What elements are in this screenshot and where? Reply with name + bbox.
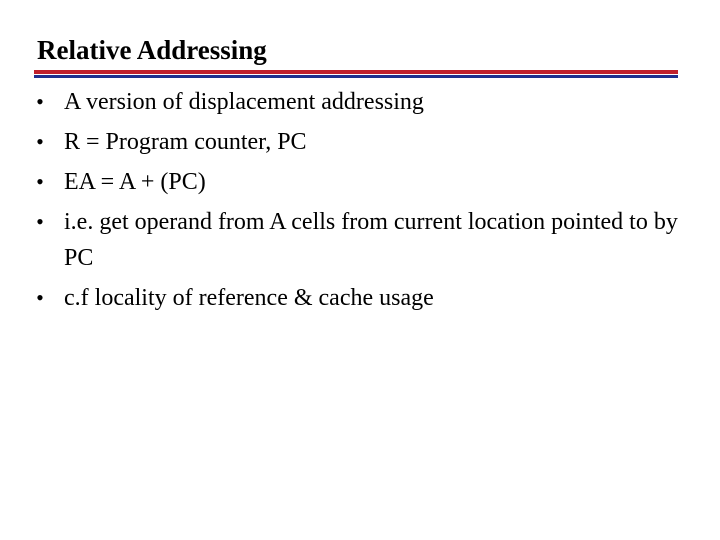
bullet-dot-icon: •	[36, 89, 44, 114]
bullet-text: c.f locality of reference & cache usage	[64, 285, 434, 311]
bullet-item	[30, 280, 680, 316]
bullet-dot-icon: •	[36, 285, 44, 310]
bullet-text: i.e. get operand from A cells from current location pointed to by PC	[64, 209, 678, 271]
slide-title: Relative Addressing	[37, 35, 267, 65]
bullet-item	[30, 124, 680, 160]
bullet-text: R = Program counter, PC	[64, 129, 307, 155]
bullet-text: EA = A + (PC)	[64, 169, 206, 195]
bullet-item	[30, 84, 680, 120]
title-underline-red	[34, 70, 678, 74]
bullet-dot-icon: •	[36, 169, 44, 194]
bullet-item	[30, 164, 680, 200]
bullet-dot-icon: •	[36, 129, 44, 154]
bullet-text: A version of displacement addressing	[64, 89, 424, 115]
bullet-dot-icon: •	[36, 209, 44, 234]
bullet-item	[30, 204, 680, 276]
title-underline-blue	[34, 75, 678, 78]
bullet-list	[30, 84, 680, 320]
